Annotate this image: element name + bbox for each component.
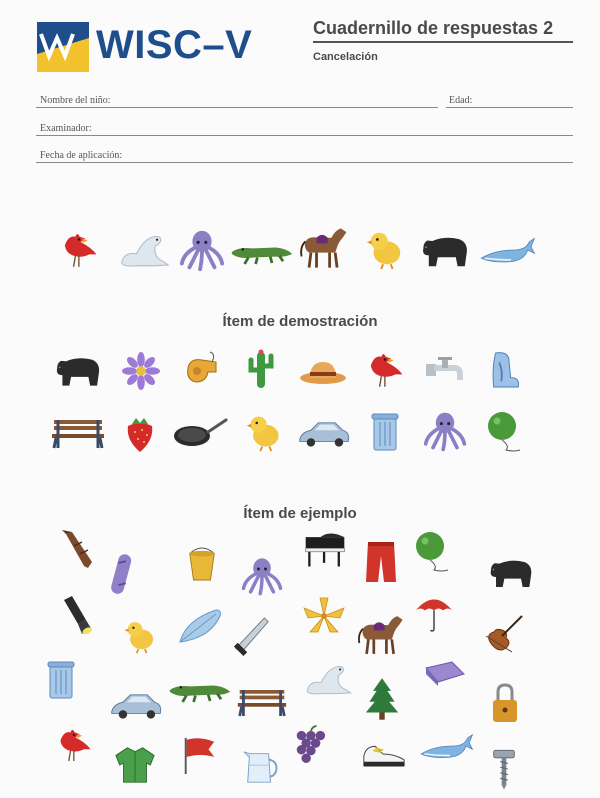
age-field[interactable] [446, 107, 573, 108]
car-icon[interactable] [108, 690, 164, 722]
horse-icon[interactable] [354, 612, 408, 658]
whistle-icon[interactable] [182, 350, 222, 390]
logo-text: WISC–V [96, 23, 253, 67]
examiner-field[interactable] [36, 135, 573, 136]
title-divider [313, 41, 573, 43]
cardinal-icon [52, 228, 104, 272]
flag-icon[interactable] [180, 734, 218, 776]
balloon-icon[interactable] [484, 410, 524, 454]
seal-icon [116, 230, 172, 270]
grapes-icon[interactable] [292, 724, 326, 766]
octopus-icon[interactable] [422, 410, 468, 452]
crayon-icon[interactable] [58, 530, 98, 570]
crocodile-icon[interactable] [168, 676, 232, 706]
whale-icon [478, 230, 536, 270]
car-seat-icon[interactable] [488, 348, 522, 392]
wisc-logo-icon [37, 22, 89, 72]
child-name-field[interactable] [36, 107, 438, 108]
page-title: Cuadernillo de respuestas 2 [313, 18, 554, 38]
strawberry-icon[interactable] [122, 414, 158, 454]
chick-icon[interactable] [122, 616, 158, 656]
cardinal-icon[interactable] [358, 348, 410, 392]
chick-icon[interactable] [244, 412, 284, 452]
lily-icon[interactable] [302, 596, 346, 636]
pants-icon[interactable] [364, 540, 398, 584]
piano-icon[interactable] [302, 530, 348, 570]
bear-icon[interactable] [52, 350, 104, 390]
whale-icon[interactable] [418, 728, 474, 764]
examiner-label: Examinador: [40, 123, 92, 134]
date-field[interactable] [36, 162, 573, 163]
demonstration-heading: Ítem de demostración [222, 313, 378, 330]
cactus-icon[interactable] [246, 348, 276, 392]
trash-can-icon[interactable] [370, 410, 400, 452]
age-label: Edad: [449, 95, 473, 106]
screw-icon[interactable] [490, 748, 518, 790]
sneaker-icon[interactable] [360, 740, 408, 770]
skateboard-icon[interactable] [108, 552, 138, 598]
tree-icon[interactable] [364, 676, 400, 722]
saw-icon[interactable] [232, 616, 270, 658]
frying-pan-icon[interactable] [172, 414, 228, 450]
sponge-icon[interactable] [422, 658, 466, 688]
octopus-icon[interactable] [240, 556, 284, 596]
seal-icon[interactable] [302, 660, 354, 698]
flower-icon[interactable] [122, 352, 160, 390]
pitcher-icon[interactable] [242, 748, 280, 786]
trash-can-icon[interactable] [46, 658, 76, 700]
faucet-icon[interactable] [424, 354, 468, 390]
chick-icon [364, 228, 406, 270]
bucket-icon[interactable] [186, 546, 218, 582]
bench-icon[interactable] [236, 686, 288, 720]
example-heading: Ítem de ejemplo [243, 505, 357, 522]
flashlight-icon[interactable] [58, 594, 94, 634]
bench-icon[interactable] [50, 416, 106, 452]
feather-icon[interactable] [176, 606, 226, 646]
octopus-icon [178, 228, 226, 272]
hat-icon[interactable] [298, 356, 348, 386]
balloon-icon[interactable] [412, 530, 452, 574]
crocodile-icon [230, 238, 294, 268]
cardinal-icon[interactable] [48, 724, 98, 766]
subtest-name: Cancelación [313, 51, 378, 63]
bear-icon [418, 230, 472, 270]
violin-icon[interactable] [482, 612, 526, 656]
date-label: Fecha de aplicación: [40, 150, 123, 161]
child-name-label: Nombre del niño: [40, 95, 111, 106]
horse-icon [296, 224, 352, 272]
jacket-icon[interactable] [114, 744, 156, 786]
car-icon[interactable] [296, 418, 352, 450]
umbrella-icon[interactable] [414, 594, 454, 634]
padlock-icon[interactable] [490, 682, 520, 724]
bear-icon[interactable] [486, 552, 536, 592]
